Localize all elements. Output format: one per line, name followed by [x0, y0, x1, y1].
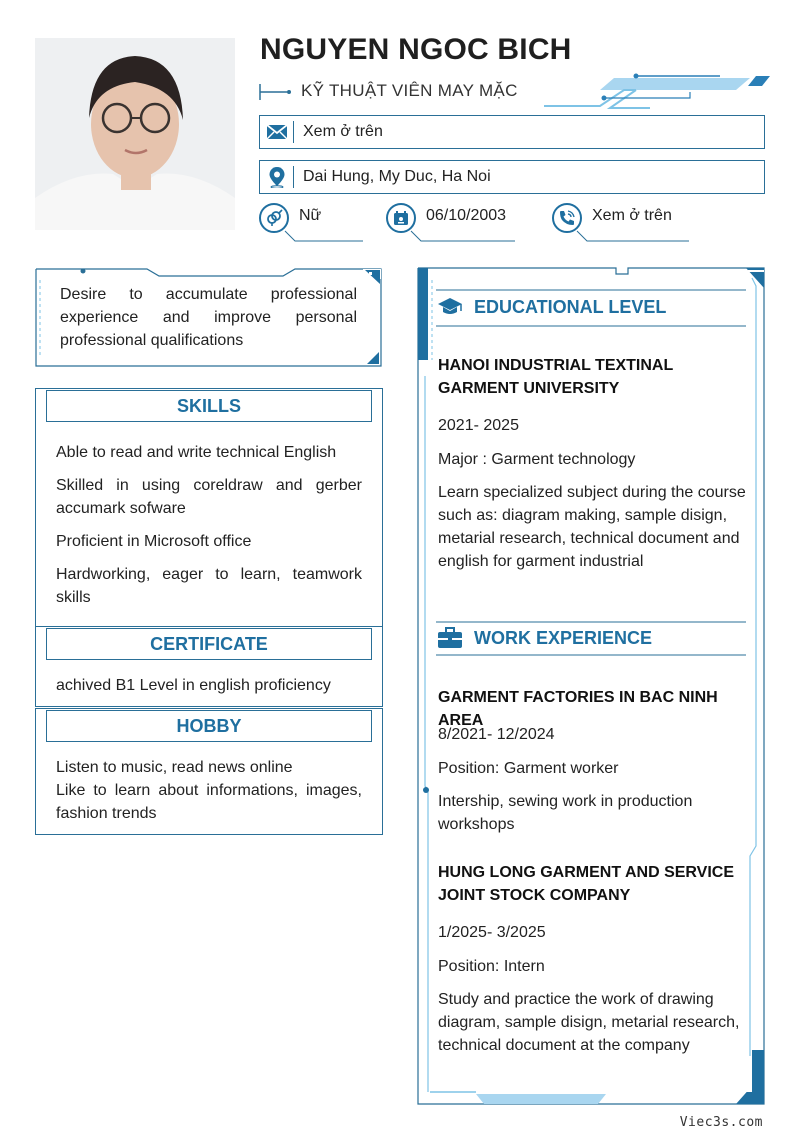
- skills-item: Hardworking, eager to learn, teamwork skills: [56, 566, 362, 606]
- skills-item: Able to read and write technical English: [56, 444, 337, 461]
- job-title: KỸ THUẬT VIÊN MAY MẶC: [301, 81, 518, 100]
- birthday-value: 06/10/2003: [426, 207, 507, 224]
- briefcase-icon: [437, 627, 465, 649]
- email-value: Xem ở trên: [303, 123, 383, 140]
- email-row: [259, 115, 765, 149]
- address-row: [259, 160, 765, 194]
- graduation-cap-icon: [437, 296, 465, 318]
- certificate-section: [35, 626, 383, 707]
- work-description: Intership, sewing work in production workshops: [438, 793, 693, 833]
- envelope-icon: [260, 121, 294, 143]
- address-value: Dai Hung, My Duc, Ha Noi: [303, 168, 491, 185]
- work-position: Position: Garment worker: [438, 760, 619, 777]
- certificate-title: CERTIFICATE: [46, 628, 372, 660]
- job-title-marker: [259, 82, 293, 102]
- hobby-item: Listen to music, read news online: [56, 759, 293, 776]
- skills-item: Skilled in using coreldraw and gerber accumark sofware: [56, 477, 362, 517]
- hobby-title: HOBBY: [46, 710, 372, 742]
- header-decoration: [540, 72, 772, 112]
- work-position: Position: Intern: [438, 958, 545, 975]
- work-period: 8/2021- 12/2024: [438, 726, 555, 743]
- education-heading: [437, 296, 666, 318]
- skills-title: SKILLS: [46, 390, 372, 422]
- hobby-section: [35, 708, 383, 835]
- career-objective: Desire to accumulate professional experience and improve personal professional qualifications: [60, 286, 357, 349]
- info-underlines: [259, 225, 699, 245]
- education-period: 2021- 2025: [438, 417, 519, 434]
- work-description: Study and practice the work of drawing diagram, sample disign, metarial research, technical document at the company: [438, 991, 740, 1054]
- work-company: HUNG LONG GARMENT AND SERVICE JOINT STOCK COMPANY: [438, 864, 735, 904]
- candidate-name: NGUYEN NGOC BICH: [260, 33, 572, 66]
- certificate-item: achived B1 Level in english proficiency: [56, 677, 331, 694]
- phone-value: Xem ở trên: [592, 207, 672, 224]
- site-watermark: Viec3s.com: [679, 1115, 763, 1130]
- education-description: Learn specialized subject during the course such as: diagram making, sample disign, metarial research, technical document and english for garment industrial: [438, 484, 746, 570]
- work-title: WORK EXPERIENCE: [474, 627, 653, 648]
- education-major: Major : Garment technology: [438, 451, 636, 468]
- skills-item: Proficient in Microsoft office: [56, 533, 252, 550]
- education-title: EDUCATIONAL LEVEL: [474, 296, 667, 317]
- profile-photo: [35, 38, 235, 230]
- location-pin-icon: [260, 166, 294, 188]
- hobby-item: Like to learn about informations, images, fashion trends: [56, 782, 362, 822]
- skills-section: [35, 388, 383, 627]
- work-company: GARMENT FACTORIES IN BAC NINH AREA: [438, 689, 718, 729]
- gender-value: Nữ: [299, 207, 322, 224]
- work-period: 1/2025- 3/2025: [438, 924, 546, 941]
- work-heading: [437, 627, 652, 649]
- education-school: HANOI INDUSTRIAL TEXTINAL GARMENT UNIVERSITY: [438, 357, 673, 397]
